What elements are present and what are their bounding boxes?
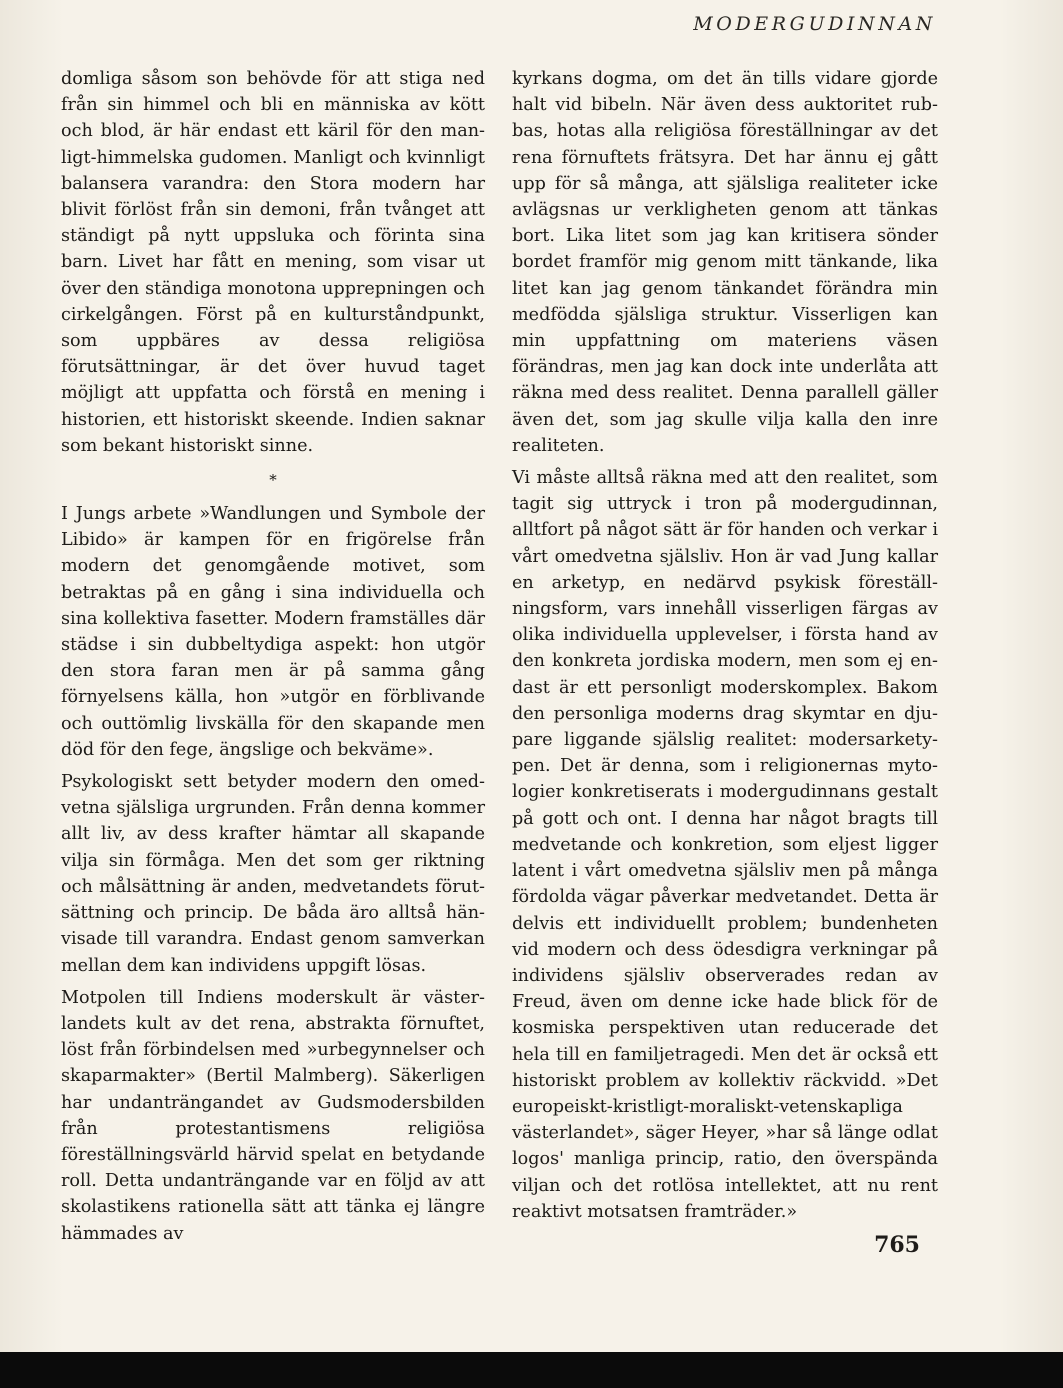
running-head: MODERGUDINNAN bbox=[693, 13, 936, 35]
section-divider: * bbox=[269, 471, 277, 490]
left-column bbox=[61, 66, 485, 1247]
right-column bbox=[512, 66, 938, 1225]
left-paragraph-1: domliga såsom son behövde för att stiga ned från sin himmel och bli en människa av kött och blod, är här endast ett käril för den manligt-himmelska gudomen. Manligt och kvinnligt balansera varandra: den Stora modern har blivit förlöst från sin demoni, från tvånget att ständigt på nytt uppsluka och förinta sina barn. Livet har fått en mening, som visar ut över den ständiga monotona upprepningen och cirkelgången. Först på en kulturståndpunkt, som uppbäres av dessa religiösa förutsättningar, är det över huvud taget möjligt att uppfatta och förstå en mening i historien, ett historiskt skeende. Indien saknar som bekant historiskt sinne. bbox=[61, 69, 485, 456]
left-paragraph-4: Motpolen till Indiens moderskult är västerlandets kult av det rena, abstrakta förnuftet, löst från förbindelsen med »urbegynnelser och skaparmakter» (Bertil Malmberg). Säkerligen har undanträngandet av Gudsmodersbilden från protestantismens religiösa föreställningsvärld härvid spelat en betydande roll. Detta undanträngande var en följd av att skolastikens rationella sätt att tänka ej längre hämmades av bbox=[61, 987, 485, 1244]
left-paragraph-3: Psykologiskt sett betyder modern den omedvetna själsliga urgrunden. Från denna kommer allt liv, av dess krafter hämtar all skapande vilja sin förmåga. Men det som ger riktning och målsättning är anden, medvetandets förutsättning och princip. De båda äro alltså hänvisade till varandra. Endast genom samverkan mellan dem kan individens uppgift lösas. bbox=[61, 772, 485, 976]
page-number: 765 bbox=[874, 1232, 920, 1258]
right-paragraph-1: kyrkans dogma, om det än tills vidare gjorde halt vid bibeln. När även dess auktoritet rubbas, hotas alla religiösa föreställningar av det rena förnuftets frätsyra. Det har ännu ej gått upp för så många, att själsliga realiteter icke avlägsnas ur verkligheten genom att tänkas bort. Lika litet som jag kan kritisera sönder bordet framför mig genom mitt tänkande, lika litet kan jag genom tänkandet förändra min medfödda själsliga struktur. Visserligen kan min uppfattning om materiens väsen förändras, men jag kan dock inte underlåta att räkna med dess realitet. Denna parallell gäller även det, som jag skulle vilja kalla den inre realiteten. bbox=[512, 69, 938, 456]
scan-bottom-edge bbox=[0, 1352, 1063, 1388]
left-paragraph-2: I Jungs arbete »Wandlungen und Symbole der Libido» är kampen för en frigörelse från modern det genomgående motivet, som betraktas på en gång i sina individuella och sina kollektiva fasetter. Modern framställes där städse i sin dubbeltydiga aspekt: hon utgör den stora faran men är på samma gång förnyelsens källa, hon »utgör en förblivande och outtömlig livskälla för den skapande men död för den fege, ängslige och bekväme». bbox=[61, 504, 485, 760]
right-paragraph-2: Vi måste alltså räkna med att den realitet, som tagit sig uttryck i tron på modergudinnan, alltfort på något sätt är för handen och verkar i vårt omedvetna själsliv. Hon är vad Jung kallar en arketyp, en nedärvd psykisk föreställningsform, vars innehåll visserligen färgas av olika individuella upplevelser, i första hand av den konkreta jordiska modern, men som ej endast är ett personligt moderskomplex. Bakom den personliga moderns drag skymtar en djupare liggande själslig realitet: modersarketypen. Det är denna, som i religionernas mytologier konkretiserats i modergudinnans gestalt på gott och ont. I denna har något bragts till medvetande och konkretion, som eljest ligger latent i vårt omedvetna själsliv men på många fördolda vägar påverkar medvetandet. Detta är delvis ett individuellt problem; bundenheten vid modern och dess ödesdigra verkningar på individens själsliv observerades redan av Freud, även om denne icke hade blick för de kosmiska perspektiven utan reducerade det hela till en familjetragedi. Men det är också ett historiskt problem av kollektiv räckvidd. »Det europeiskt-kristligt-moraliskt-vetenskapliga västerlandet», säger Heyer, »har så länge odlat logos' manliga princip, ratio, den överspända viljan och det rotlösa intellektet, att nu rent reaktivt motsatsen framträder.» bbox=[512, 468, 938, 1222]
